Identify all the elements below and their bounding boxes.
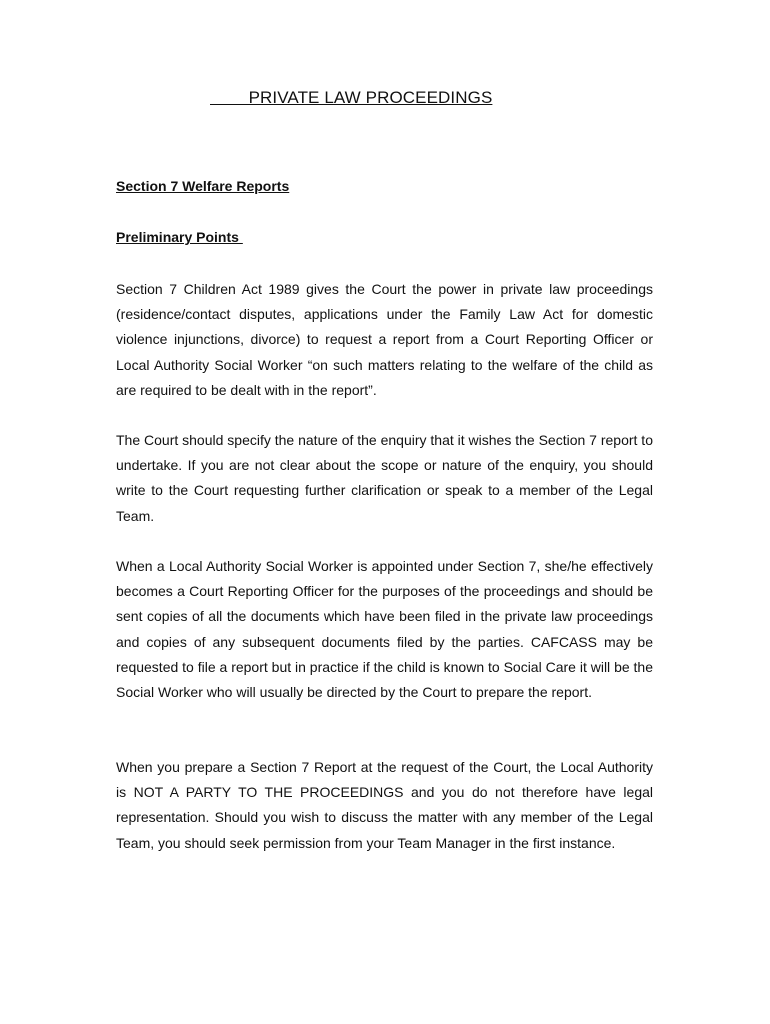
paragraph-2: The Court should specify the nature of the enquiry that it wishes the Section 7 report to undertake. If you are not clear about the scope or nature of the enquiry, you should write to the Court requesting further clarification or speak to a member of the Legal Team. xyxy=(116,432,653,524)
paragraph-1: Section 7 Children Act 1989 gives the Court the power in private law proceedings (residence/contact disputes, applications under the Family Law Act for domestic violence injunctions, divorce) to request a report from a Court Reporting Officer or Local Authority Social Worker “on such matters relating to the welfare of the child as are required to be dealt with in the report”. xyxy=(116,281,653,398)
section-heading: Section 7 Welfare Reports xyxy=(116,178,290,194)
subheading-preliminary-points: Preliminary Points xyxy=(116,229,243,245)
paragraph-3: When a Local Authority Social Worker is appointed under Section 7, she/he effectively becomes a Court Reporting Officer for the purposes of the proceedings and should be sent copies of all the documents which have been filed in the private law proceedings and copies of any subsequent documents filed by the parties. CAFCASS may be requested to file a report but in practice if the child is known to Social Care it will be the Social Worker who will usually be directed by the Court to prepare the report. xyxy=(116,558,653,701)
document-title: PRIVATE LAW PROCEEDINGS xyxy=(210,88,493,107)
paragraph-4: When you prepare a Section 7 Report at the request of the Court, the Local Authority is NOT A PARTY TO THE PROCEEDINGS and you do not therefore have legal representation. Should you wish to discuss the matter with any member of the Legal Team, you should seek permission from your Team Manager in the first instance. xyxy=(116,759,653,851)
